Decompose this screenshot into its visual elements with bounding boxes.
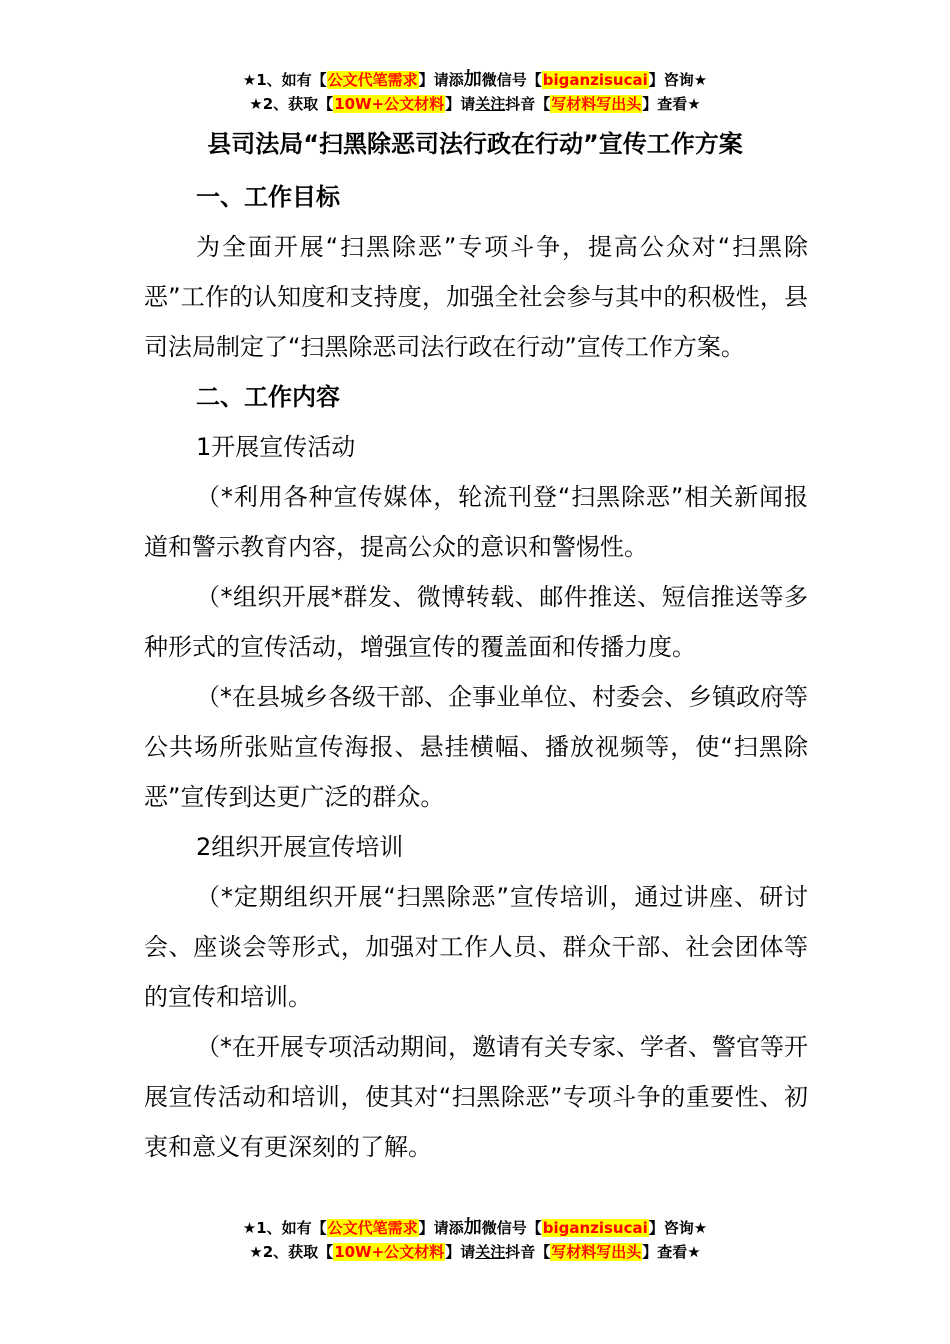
promo-text: ★1、如有【: [242, 1219, 327, 1237]
promo-text: 】查看★: [642, 95, 701, 113]
promo-line-1: [0, 68, 950, 92]
promo-text: 关注: [475, 95, 506, 113]
promo-line-1: [0, 1216, 950, 1240]
wechat-id-highlight: biganzisucai: [542, 1219, 648, 1237]
section-heading-goals: 一、工作目标: [196, 183, 340, 211]
promo-banner-bottom: [0, 1216, 950, 1264]
paragraph-experts: （*在开展专项活动期间，邀请有关专家、学者、警官等开展宣传活动和培训，使其对“扫黑除恶”专项斗争的重要性、初衷和意义有更深刻的了解。: [144, 1033, 808, 1161]
promo-text: 】咨询★: [648, 1219, 708, 1237]
promo-text: 微信号【: [481, 71, 542, 89]
promo-highlight: 10W+公文材料: [334, 95, 445, 113]
paragraph-media: （*利用各种宣传媒体，轮流刊登“扫黑除恶”相关新闻报道和警示教育内容，提高公众的意识和警惕性。: [144, 483, 808, 561]
promo-text: 】请添: [418, 1219, 464, 1237]
section-heading-content: 二、工作内容: [196, 383, 340, 411]
promo-text: ★2、获取【: [249, 95, 334, 113]
promo-text: 抖音【: [505, 1243, 551, 1261]
promo-text: ★2、获取【: [249, 1243, 334, 1261]
paragraph-training: （*定期组织开展“扫黑除恶”宣传培训，通过讲座、研讨会、座谈会等形式，加强对工作人员、群众干部、社会团体等的宣传和培训。: [144, 883, 808, 1011]
promo-text: 关注: [475, 1243, 506, 1261]
douyin-id-highlight: 写材料写出头: [551, 1243, 642, 1261]
paragraph-posters: （*在县城乡各级干部、企事业单位、村委会、乡镇政府等公共场所张贴宣传海报、悬挂横幅、播放视频等，使“扫黑除恶”宣传到达更广泛的群众。: [144, 683, 808, 811]
promo-line-2: [0, 1240, 950, 1264]
subheading-training: 2组织开展宣传培训: [196, 833, 404, 861]
paragraph-channels: （*组织开展*群发、微博转载、邮件推送、短信推送等多种形式的宣传活动，增强宣传的覆盖面和传播力度。: [144, 583, 808, 661]
promo-banner-top: [0, 68, 950, 116]
promo-text: 】请添: [418, 71, 464, 89]
document-title: 县司法局“扫黑除恶司法行政在行动”宣传工作方案: [207, 130, 743, 158]
promo-highlight: 公文代笔需求: [327, 1219, 418, 1237]
promo-text: 抖音【: [505, 95, 551, 113]
paragraph-goals: 为全面开展“扫黑除恶”专项斗争，提高公众对“扫黑除恶”工作的认知度和支持度，加强全社会参与其中的积极性，县司法局制定了“扫黑除恶司法行政在行动”宣传工作方案。: [144, 233, 808, 361]
subheading-publicity: 1开展宣传活动: [196, 433, 356, 461]
promo-highlight: 10W+公文材料: [334, 1243, 445, 1261]
wechat-id-highlight: biganzisucai: [542, 71, 648, 89]
promo-text: 微信号【: [481, 1219, 542, 1237]
promo-text: 】请: [445, 95, 476, 113]
promo-text: 】查看★: [642, 1243, 701, 1261]
douyin-id-highlight: 写材料写出头: [551, 95, 642, 113]
promo-text: 加: [463, 69, 482, 90]
promo-text: ★1、如有【: [242, 71, 327, 89]
promo-line-2: [0, 92, 950, 116]
promo-text: 加: [463, 1217, 482, 1238]
promo-highlight: 公文代笔需求: [327, 71, 418, 89]
document-body: [144, 172, 808, 1172]
promo-text: 】咨询★: [648, 71, 708, 89]
promo-text: 】请: [445, 1243, 476, 1261]
